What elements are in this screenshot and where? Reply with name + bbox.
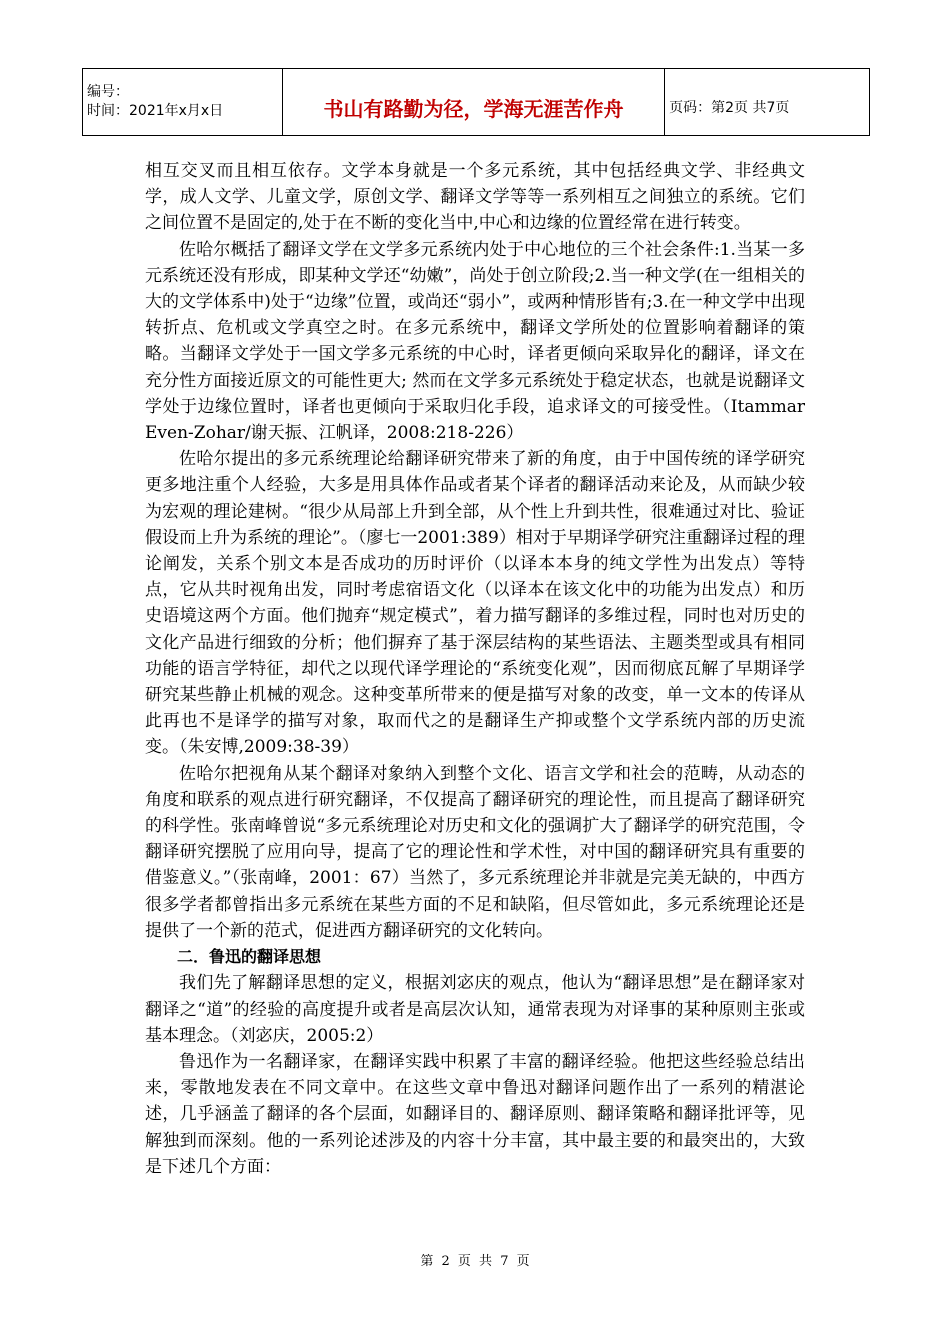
paragraph-polysystem-perspective: 佐哈尔提出的多元系统理论给翻译研究带来了新的角度，由于中国传统的译学研究更多地注重个人经验，大多是用具体作品或者某个译者的翻译活动来论及，从而缺少较为宏观的理论建树。“很少从局部上升到全部，从个性上升到共性，很难通过对比、验证假设而上升为系统的理论”。（廖七一2001:389）相对于早期译学研究注重翻译过程的理论阐发，关系个别文本是否成功的历时评价（以译本本身的纯文学性为出发点）等特点，它从共时视角出发，同时考虑宿语文化（以译本在该文化中的功能为出发点）和历史语境这两个方面。他们抛弃“规定模式”，着力描写翻译的多维过程，同时也对历史的文化产品进行细致的分析；他们摒弃了基于深层结构的某些语法、主题类型或具有相同功能的语言学特征，却代之以现代译学理论的“系统变化观”，因而彻底瓦解了早期译学研究某些静止机械的观念。这种变革所带来的便是描写对象的改变，单一文本的传译从此再也不是译学的描写对象，取而代之的是翻译生产抑或整个文学系统内部的历史流变。（朱安博,2009:38-39）	[145, 449, 805, 758]
paragraph-zohar-conditions: 佐哈尔概括了翻译文学在文学多元系统内处于中心地位的三个社会条件:1.当某一多元系统还没有形成，即某种文学还“幼嫩”，尚处于创立阶段;2.当一种文学(在一组相关的大的文学体系中)处于“边缘”位置，或尚还“弱小”，或两种情形皆有;3.在一种文学中出现转折点、危机或文学真空之时。在多元系统中，翻译文学所处的位置影响着翻译的策略。当翻译文学处于一国文学多元系统的中心时，译者更倾向采取异化的翻译，译文在充分性方面接近原文的可能性更大; 然而在文学多元系统处于稳定状态，也就是说翻译文学处于边缘位置时，译者也更倾向于采取归化手段，追求译文的可接受性。（Itammar Even-Zohar/谢天振、江帆译，2008:218-226）	[145, 239, 805, 444]
header-page-number: 页码：第2页 共7页	[665, 69, 870, 136]
paragraph-luxun-experience: 鲁迅作为一名翻译家，在翻译实践中积累了丰富的翻译经验。他把这些经验总结出来，零散地发表在不同文章中。在这些文章中鲁迅对翻译问题作出了一系列的精湛论述，几乎涵盖了翻译的各个层面，如翻译目的、翻译原则、翻译策略和翻译批评等，见解独到而深刻。他的一系列论述涉及的内容十分丰富，其中最主要的和最突出的，大致是下述几个方面：	[145, 1051, 805, 1177]
paragraph-translation-thought-definition: 我们先了解翻译思想的定义，根据刘宓庆的观点，他认为“翻译思想”是在翻译家对翻译之“道”的经验的高度提升或者是高层次认知，通常表现为对译事的某种原则主张或基本理念。（刘宓庆，2005:2）	[145, 973, 805, 1046]
document-number-label: 编号：	[87, 84, 129, 100]
header-info-cell	[83, 69, 283, 136]
document-body	[145, 158, 805, 1180]
header-motto: 书山有路勤为径，学海无涯苦作舟	[282, 69, 664, 136]
page-header	[82, 68, 870, 136]
paragraph-polysystem-evaluation: 佐哈尔把视角从某个翻译对象纳入到整个文化、语言文学和社会的范畴，从动态的角度和联系的观点进行研究翻译，不仅提高了翻译研究的理论性，而且提高了翻译研究的科学性。张南峰曾说“多元系统理论对历史和文化的强调扩大了翻译学的研究范围，令翻译研究摆脱了应用向导，提高了它的理论性和学术性，对中国的翻译研究具有重要的借鉴意义。”（张南峰，2001：67）当然了，多元系统理论并非就是完美无缺的，中西方很多学者都曾指出多元系统在某些方面的不足和缺陷，但尽管如此，多元系统理论还是提供了一个新的范式，促进西方翻译研究的文化转向。	[145, 763, 805, 941]
section-heading: 二．鲁迅的翻译思想	[177, 947, 322, 967]
paragraph-continued: 相互交叉而且相互依存。文学本身就是一个多元系统，其中包括经典文学、非经典文学，成人文学、儿童文学，原创文学、翻译文学等等一系列相互之间独立的系统。它们之间位置不是固定的,处于在不断的变化当中,中心和边缘的位置经常在进行转变。	[145, 161, 805, 234]
document-date-label: 时间：2021年x月x日	[87, 103, 224, 119]
page-footer: 第 2 页 共 7 页	[420, 1254, 530, 1269]
